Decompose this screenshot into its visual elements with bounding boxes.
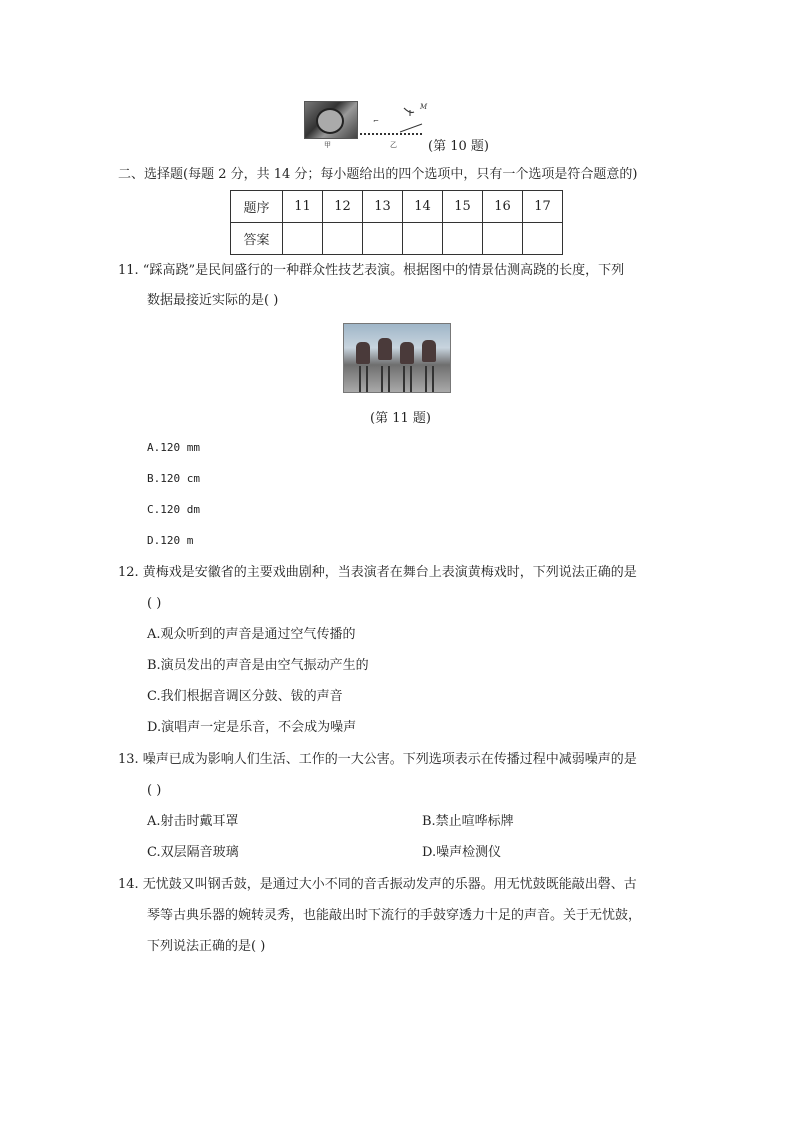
answer-table-number-row <box>231 191 563 223</box>
question-13-option-d[interactable]: D.噪声检测仪 <box>422 845 502 860</box>
figure-10-label-jia: 甲 <box>324 141 331 149</box>
answer-cell[interactable] <box>403 223 443 255</box>
question-11-option-b[interactable]: B.120 cm <box>147 472 200 485</box>
question-13-option-a[interactable]: A.射击时戴耳罩 <box>147 814 239 829</box>
figure-10-small-mark: ⌐ <box>373 117 379 125</box>
answer-table-number: 13 <box>363 191 403 223</box>
answer-table <box>230 190 563 255</box>
question-12-line-1: 12. 黄梅戏是安徽省的主要戏曲剧种，当表演者在舞台上表演黄梅戏时，下列说法正确的是 <box>118 565 637 580</box>
question-14-line-2: 琴等古典乐器的婉转灵秀，也能敲出时下流行的手鼓穿透力十足的声音。关于无忧鼓， <box>147 908 642 923</box>
answer-table-number: 16 <box>483 191 523 223</box>
answer-cell[interactable] <box>363 223 403 255</box>
question-11-option-c[interactable]: C.120 dm <box>147 503 200 516</box>
question-12-option-c[interactable]: C.我们根据音调区分鼓、钹的声音 <box>147 689 343 704</box>
question-12-option-b[interactable]: B.演员发出的声音是由空气振动产生的 <box>147 658 369 673</box>
answer-cell[interactable] <box>443 223 483 255</box>
question-11-option-d[interactable]: D.120 m <box>147 534 194 547</box>
answer-cell[interactable] <box>323 223 363 255</box>
question-14-line-3: 下列说法正确的是( ) <box>147 939 266 954</box>
answer-table-number: 12 <box>323 191 363 223</box>
answer-table-header-answer: 答案 <box>231 223 283 255</box>
question-13-option-b[interactable]: B.禁止喧哗标牌 <box>422 814 514 829</box>
answer-cell[interactable] <box>283 223 323 255</box>
answer-table-number: 15 <box>443 191 483 223</box>
question-11-option-a[interactable]: A.120 mm <box>147 441 200 454</box>
figure-10-label-yi: 乙 <box>390 141 397 149</box>
answer-table-answer-row <box>231 223 563 255</box>
figure-11-caption: (第 11 题) <box>370 411 431 426</box>
question-12-option-d[interactable]: D.演唱声一定是乐音，不会成为噪声 <box>147 720 357 735</box>
figure-10-label-m: M <box>420 103 428 111</box>
answer-table-number: 17 <box>523 191 563 223</box>
question-11-line-1: 11. “踩高跷”是民间盛行的一种群众性技艺表演。根据图中的情景估测高跷的长度，下列 <box>118 263 625 278</box>
answer-table-number: 14 <box>403 191 443 223</box>
figure-10-face-icon <box>316 108 344 134</box>
question-13-option-c[interactable]: C.双层隔音玻璃 <box>147 845 239 860</box>
answer-cell[interactable] <box>523 223 563 255</box>
question-12-option-a[interactable]: A.观众听到的声音是通过空气传播的 <box>147 627 356 642</box>
answer-table-header-number: 题序 <box>231 191 283 223</box>
question-12-line-2: ( ) <box>147 596 162 611</box>
answer-table-number: 11 <box>283 191 323 223</box>
section-2-title: 二、选择题(每题 2 分，共 14 分；每小题给出的四个选项中，只有一个选项是符合题意的) <box>118 167 638 182</box>
question-13-line-2: ( ) <box>147 783 162 798</box>
question-14-line-1: 14. 无忧鼓又叫钢舌鼓，是通过大小不同的音舌振动发声的乐器。用无忧鼓既能敲出磬、古 <box>118 877 637 892</box>
question-11-line-2: 数据最接近实际的是( ) <box>147 293 279 308</box>
answer-cell[interactable] <box>483 223 523 255</box>
question-13-line-1: 13. 噪声已成为影响人们生活、工作的一大公害。下列选项表示在传播过程中减弱噪声的是 <box>118 752 637 767</box>
figure-11-photo <box>343 323 451 393</box>
figure-10-caption: (第 10 题) <box>428 139 489 154</box>
